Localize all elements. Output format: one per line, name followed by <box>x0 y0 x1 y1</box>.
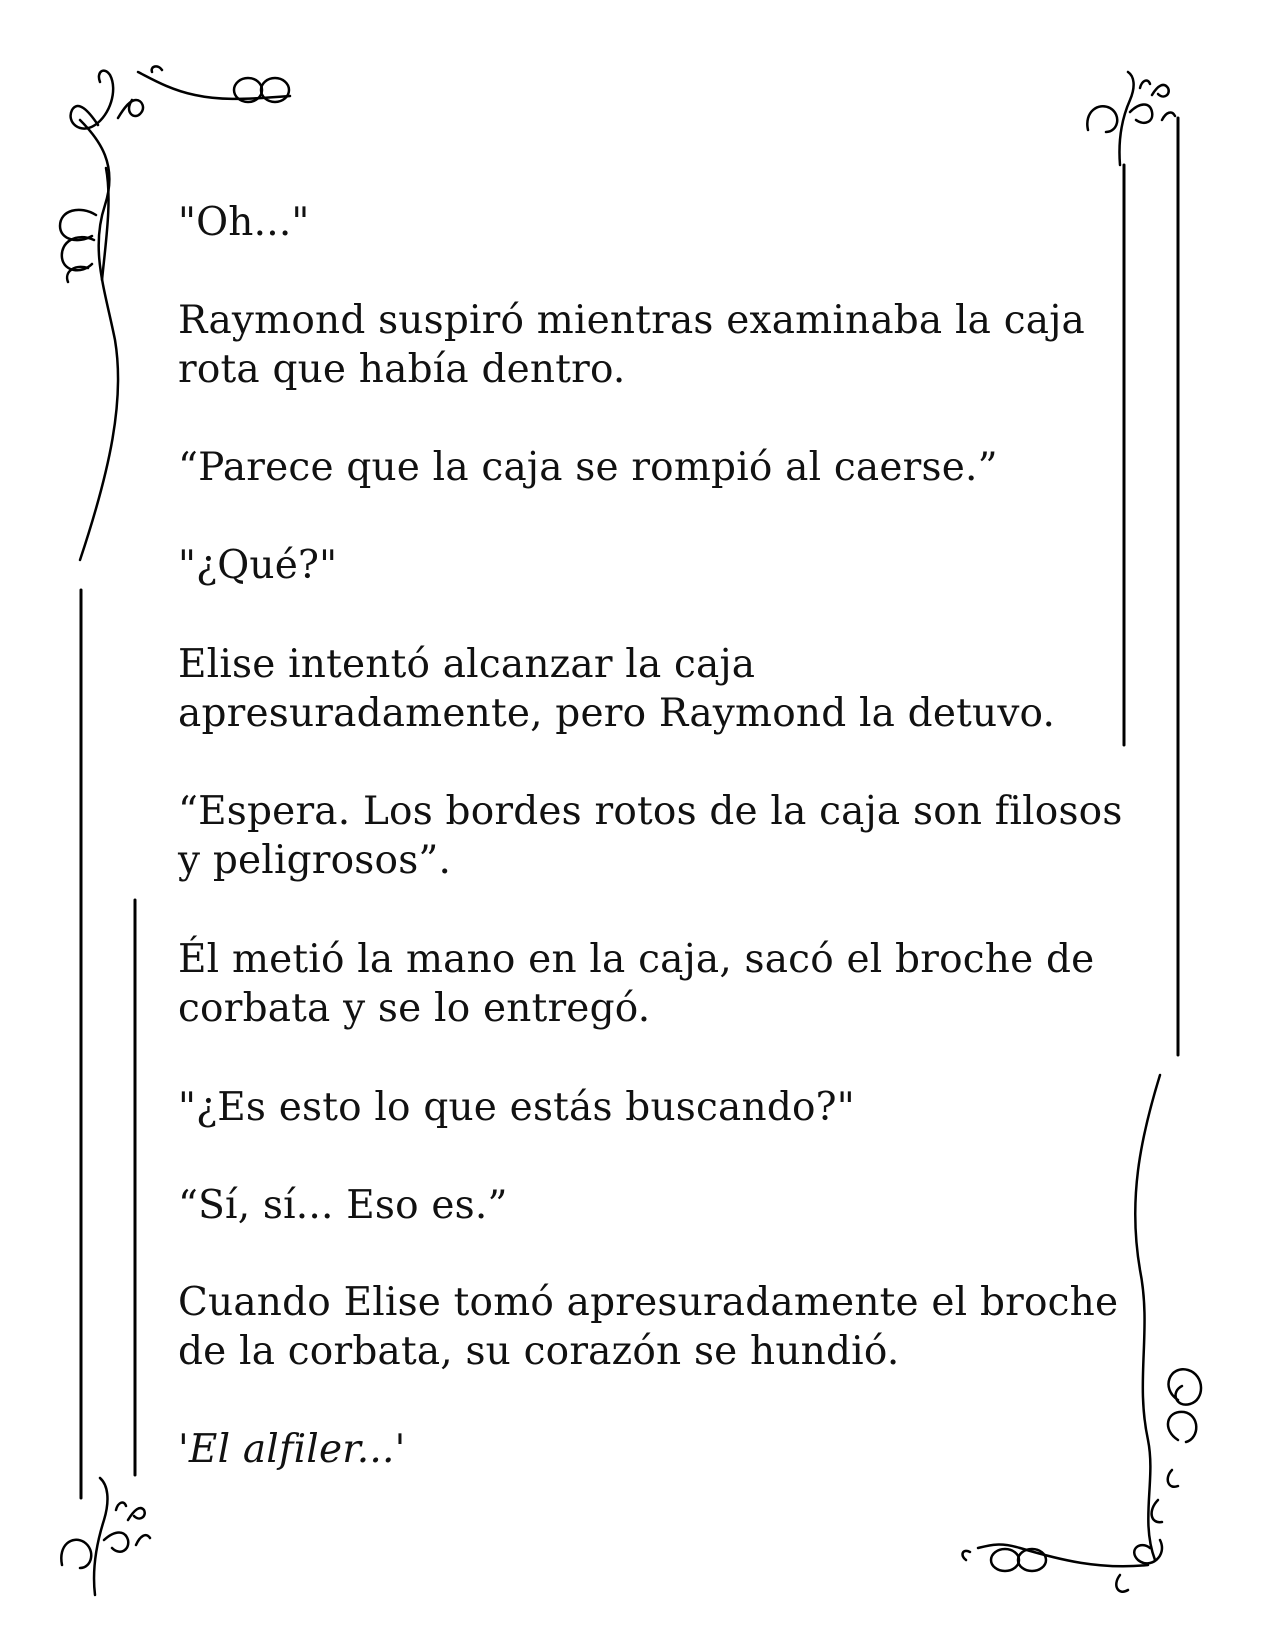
text-line: Elise intentó alcanzar la caja <box>178 642 756 687</box>
left-border-line-icon <box>81 590 135 1498</box>
text-line: rota que había dentro. <box>178 347 626 392</box>
text-line: Él metió la mano en la caja, sacó el broche de <box>178 937 1095 982</box>
text-line: Cuando Elise tomó apresuradamente el broche <box>178 1280 1119 1325</box>
text-line: y peligrosos”. <box>178 838 452 883</box>
text-line: de la corbata, su corazón se hundió. <box>178 1329 900 1374</box>
text-line: "¿Qué?" <box>178 543 338 588</box>
paragraph-italic-thought <box>178 1425 1098 1474</box>
paragraph <box>178 1083 1098 1132</box>
paragraph <box>178 296 1098 394</box>
text-line: “Parece que la caja se rompió al caerse.” <box>178 445 998 490</box>
paragraph <box>178 787 1123 885</box>
top-right-corner-flourish-icon <box>1087 72 1175 165</box>
paragraph <box>178 541 1098 590</box>
text-line: Raymond suspiró mientras examinaba la caja <box>178 298 1085 343</box>
text-line: apresuradamente, pero Raymond la detuvo. <box>178 691 1056 736</box>
paragraph <box>178 1181 1098 1230</box>
paragraph <box>178 1278 1119 1376</box>
paragraph <box>178 640 1098 738</box>
text-line: “Sí, sí... Eso es.” <box>178 1183 508 1228</box>
text-line: “Espera. Los bordes rotos de la caja son filosos <box>178 789 1123 834</box>
text-line: "¿Es esto lo que estás buscando?" <box>178 1085 855 1130</box>
paragraph <box>178 198 1098 247</box>
text-line: corbata y se lo entregó. <box>178 986 651 1031</box>
paragraph <box>178 443 1098 492</box>
bottom-left-corner-flourish-icon <box>61 1478 150 1595</box>
paragraph <box>178 935 1098 1033</box>
right-border-line-icon <box>1124 118 1178 1055</box>
text-line: 'El alfiler...' <box>178 1427 406 1472</box>
text-line: "Oh..." <box>178 200 310 245</box>
